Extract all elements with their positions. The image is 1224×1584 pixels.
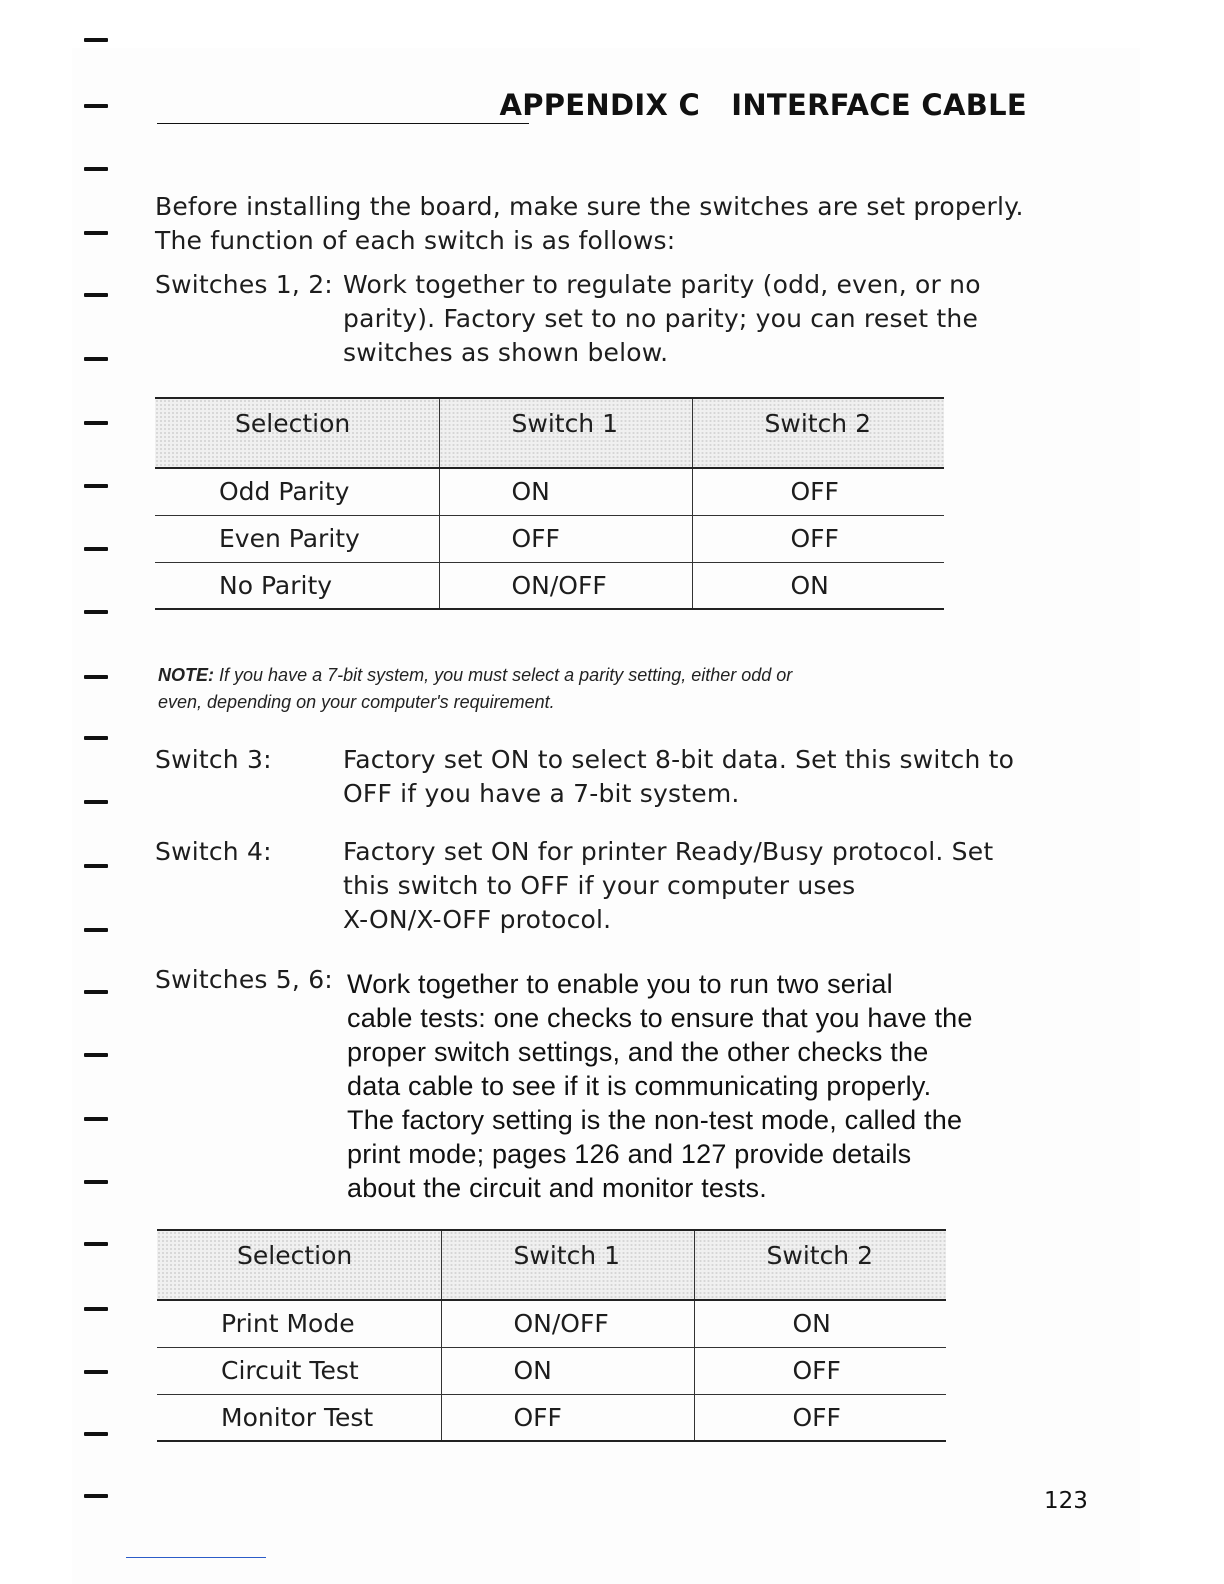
- table-cell: No Parity: [155, 562, 439, 609]
- binder-mark: [84, 231, 108, 235]
- desc-line: this switch to OFF if your computer uses: [343, 871, 856, 900]
- table-cell: OFF: [694, 1347, 946, 1394]
- binder-marks: [84, 0, 110, 1584]
- desc-line: print mode; pages 126 and 127 provide details: [347, 1139, 912, 1169]
- page-header: [157, 84, 1027, 128]
- switch-description: [343, 743, 1033, 811]
- binder-mark: [84, 1242, 108, 1246]
- table-cell: Odd Parity: [155, 468, 439, 515]
- binder-mark: [84, 1117, 108, 1121]
- binder-mark: [84, 1494, 108, 1498]
- table-cell: OFF: [694, 1394, 946, 1441]
- table-row: [157, 1394, 946, 1441]
- binder-mark: [84, 1307, 108, 1311]
- test-mode-table: [157, 1229, 946, 1442]
- switches-5-6-section: [155, 963, 1035, 1203]
- note-line: even, depending on your computer's requirement.: [158, 692, 555, 712]
- column-header: Switch 1: [441, 1230, 694, 1300]
- column-header: Switch 2: [692, 398, 944, 468]
- desc-line: proper switch settings, and the other checks the: [347, 1037, 929, 1067]
- column-header: Selection: [155, 398, 439, 468]
- note-label: NOTE:: [158, 665, 214, 685]
- binder-mark: [84, 484, 108, 488]
- binder-mark: [84, 357, 108, 361]
- binder-mark: [84, 167, 108, 171]
- note-text: If you have a 7-bit system, you must select a parity setting, either odd or: [219, 665, 793, 685]
- note-line: [158, 662, 988, 689]
- switch-3-section: [155, 743, 1035, 813]
- page-number: 123: [1044, 1488, 1088, 1514]
- header-rule: [157, 123, 529, 124]
- column-header: Switch 2: [694, 1230, 946, 1300]
- switch-label: Switches 5, 6:: [155, 965, 333, 994]
- switch-label: Switch 4:: [155, 837, 272, 866]
- table-cell: Circuit Test: [157, 1347, 441, 1394]
- table-header-row: [155, 398, 944, 468]
- switches-1-2-section: [155, 268, 1035, 372]
- binder-mark: [84, 610, 108, 614]
- switch-description: [347, 967, 1037, 1205]
- table-cell: ON/OFF: [439, 562, 692, 609]
- intro-paragraph: [155, 190, 1035, 258]
- desc-line: The factory setting is the non-test mode, called the: [347, 1105, 963, 1135]
- table-cell: OFF: [439, 515, 692, 562]
- binder-mark: [84, 800, 108, 804]
- table-cell: ON: [694, 1300, 946, 1347]
- binder-mark: [84, 293, 108, 297]
- note: [158, 662, 988, 716]
- switch-label: Switches 1, 2:: [155, 270, 333, 299]
- table-cell: Print Mode: [157, 1300, 441, 1347]
- intro-line: The function of each switch is as follows:: [155, 226, 676, 255]
- desc-line: cable tests: one checks to ensure that you have the: [347, 1003, 973, 1033]
- table-row: [155, 562, 944, 609]
- binder-mark: [84, 1432, 108, 1436]
- desc-line: Factory set ON to select 8-bit data. Set this switch to: [343, 745, 1015, 774]
- table-cell: ON: [441, 1347, 694, 1394]
- switch-description: [343, 268, 1033, 370]
- binder-mark: [84, 1053, 108, 1057]
- parity-table: [155, 397, 944, 610]
- desc-line: switches as shown below.: [343, 338, 669, 367]
- desc-line: data cable to see if it is communicating properly.: [347, 1071, 932, 1101]
- switch-label: Switch 3:: [155, 745, 272, 774]
- switch-description: [343, 835, 1033, 937]
- page-title: APPENDIX C INTERFACE CABLE: [499, 88, 1027, 122]
- table-cell: OFF: [692, 515, 944, 562]
- table-cell: ON/OFF: [441, 1300, 694, 1347]
- table-cell: OFF: [692, 468, 944, 515]
- desc-line: Factory set ON for printer Ready/Busy protocol. Set: [343, 837, 994, 866]
- table-cell: ON: [692, 562, 944, 609]
- desc-line: X-ON/X-OFF protocol.: [343, 905, 612, 934]
- desc-line: Work together to regulate parity (odd, even, or no: [343, 270, 981, 299]
- binder-mark: [84, 736, 108, 740]
- table-row: [157, 1347, 946, 1394]
- binder-mark: [84, 675, 108, 679]
- intro-line: Before installing the board, make sure the switches are set properly.: [155, 192, 1024, 221]
- column-header: Selection: [157, 1230, 441, 1300]
- binder-mark: [84, 1370, 108, 1374]
- table-cell: ON: [439, 468, 692, 515]
- binder-mark: [84, 1180, 108, 1184]
- column-header: Switch 1: [439, 398, 692, 468]
- footer-rule: [126, 1557, 266, 1558]
- table-cell: OFF: [441, 1394, 694, 1441]
- binder-mark: [84, 864, 108, 868]
- binder-mark: [84, 547, 108, 551]
- desc-line: parity). Factory set to no parity; you can reset the: [343, 304, 979, 333]
- table-header-row: [157, 1230, 946, 1300]
- table-cell: Monitor Test: [157, 1394, 441, 1441]
- table-row: [157, 1300, 946, 1347]
- desc-line: Work together to enable you to run two serial: [347, 969, 893, 999]
- switch-4-section: [155, 835, 1035, 939]
- table-cell: Even Parity: [155, 515, 439, 562]
- binder-mark: [84, 990, 108, 994]
- binder-mark: [84, 928, 108, 932]
- desc-line: OFF if you have a 7-bit system.: [343, 779, 740, 808]
- table-row: [155, 515, 944, 562]
- table-row: [155, 468, 944, 515]
- binder-mark: [84, 421, 108, 425]
- binder-mark: [84, 38, 108, 42]
- binder-mark: [84, 104, 108, 108]
- desc-line: about the circuit and monitor tests.: [347, 1173, 767, 1203]
